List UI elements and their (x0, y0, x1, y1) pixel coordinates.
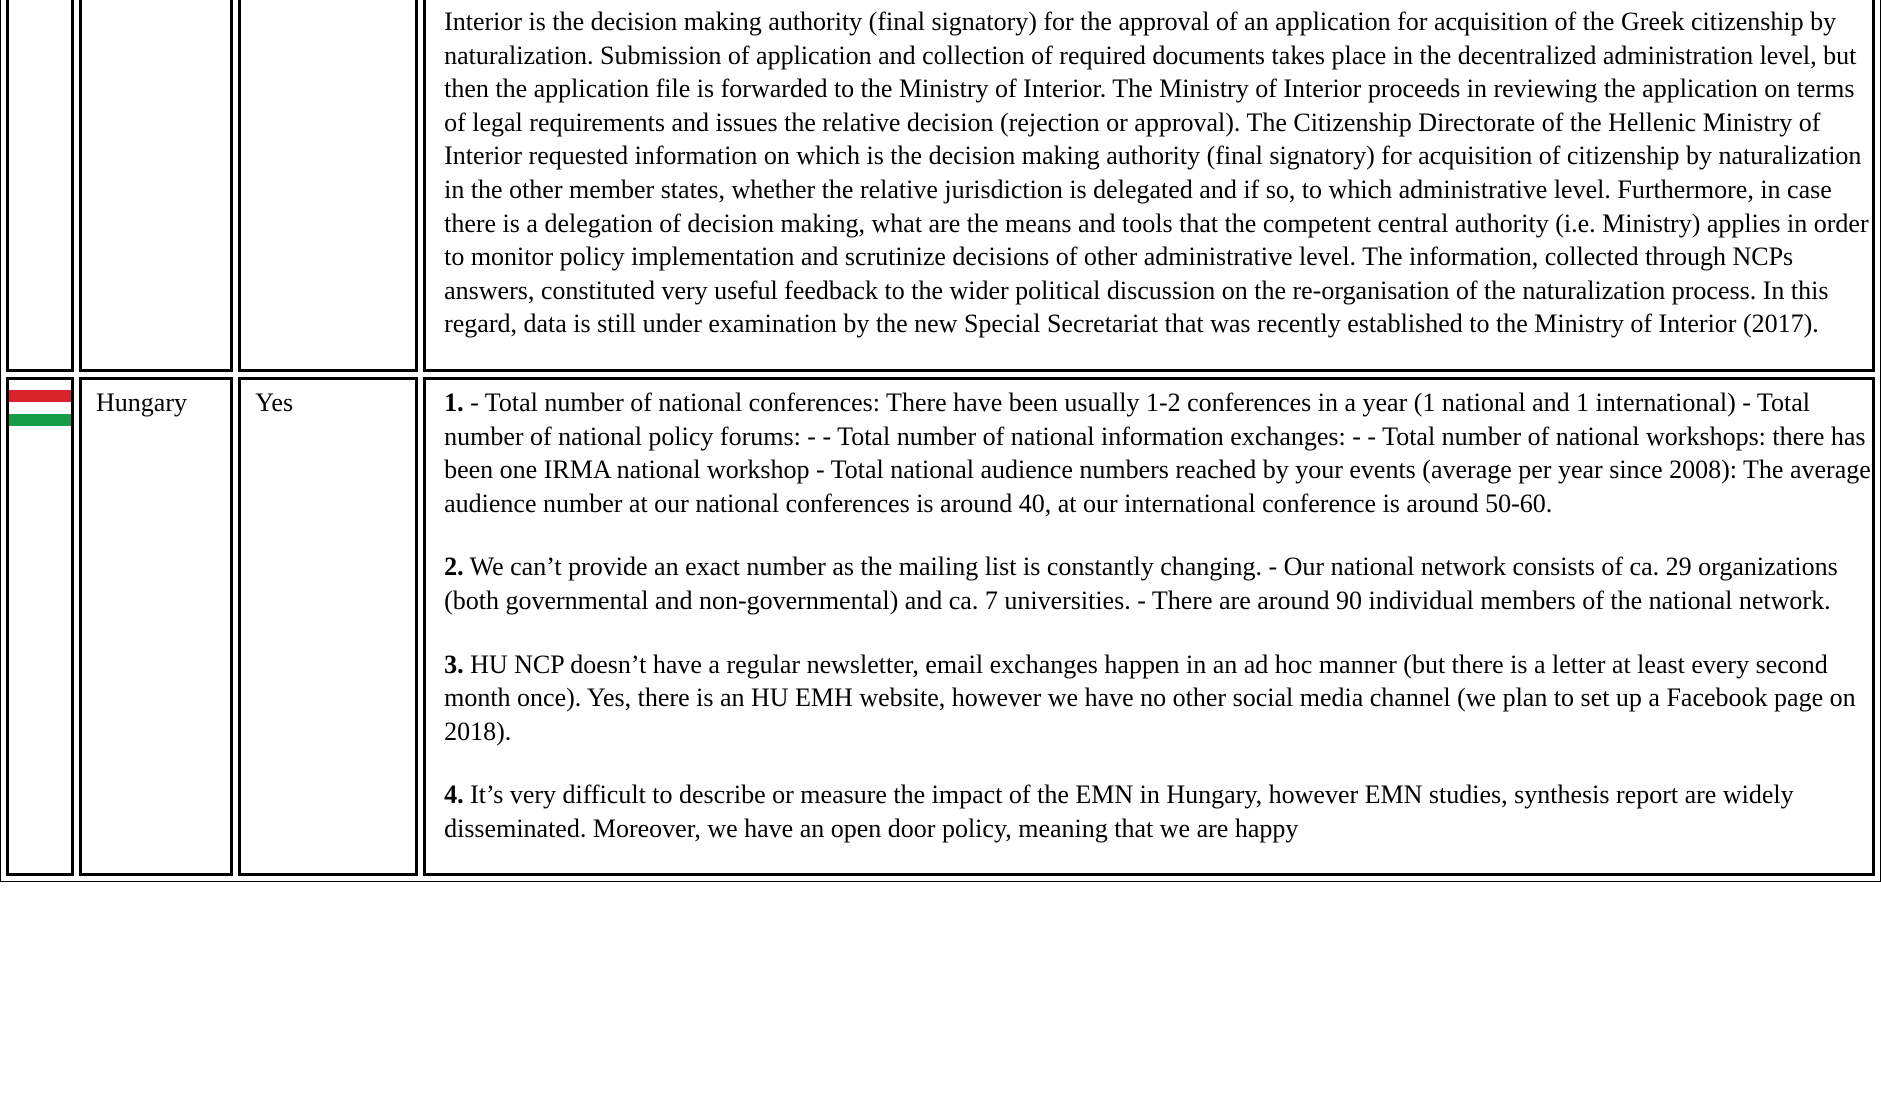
flag-cell (6, 0, 74, 372)
country-cell (79, 377, 233, 877)
answer-cell (238, 377, 418, 877)
item-number: 3. (444, 649, 464, 679)
item-text: It’s very difficult to describe or measure the impact of the EMN in Hungary, however EMN studies, synthesis report are widely disseminated. Moreover, we have an open door policy, meaning that we are happy (444, 780, 1794, 843)
table-row (6, 0, 1875, 372)
item-number: 4. (444, 780, 464, 810)
response-item-1 (444, 386, 1872, 520)
response-item-3 (444, 648, 1872, 749)
table-row (6, 377, 1875, 877)
response-item-4 (444, 778, 1872, 845)
country-name: Hungary (96, 387, 187, 417)
item-number: 2. (444, 552, 464, 582)
answer-cell (238, 0, 418, 372)
response-text-cell (423, 0, 1875, 372)
flag-stripe-green (9, 414, 71, 426)
response-text-cell (423, 377, 1875, 877)
item-text: HU NCP doesn’t have a regular newsletter, email exchanges happen in an ad hoc manner (but there is a letter at least every second month once). Yes, there is an HU EMH website, however we have no other social media channel (we plan to set up a Facebook page on 2018). (444, 649, 1856, 746)
item-text: - Total number of national conferences: There have been usually 1-2 conferences in a year (1 national and 1 international) - Total number of national policy forums: - - Total number of national information exchanges: - - Total number of national workshops: there has been one IRMA national workshop - Total national audience numbers reached by your events (average per year since 2008): The average audience number at our national conferences is around 40, at our international conference is around 50-60. (444, 387, 1871, 518)
item-number: 1. (444, 387, 464, 417)
item-text: We can’t provide an exact number as the mailing list is constantly changing. - Our national network consists of ca. 29 organizations (both governmental and non-governmental) and ca. 7 universities. - There are around 90 individual members of the national network. (444, 552, 1838, 615)
hungary-flag-icon (9, 390, 71, 426)
flag-stripe-white (9, 402, 71, 414)
flag-cell (6, 377, 74, 877)
country-cell (79, 0, 233, 372)
response-paragraph: Interior is the decision making authority (final signatory) for the approval of an application for acquisition of the Greek citizenship by naturalization. Submission of application and collection of required documents takes place in the decentralized administration level, but then the application file is forwarded to the Ministry of Interior. The Ministry of Interior proceeds in reviewing the application on terms of legal requirements and issues the relative decision (rejection or approval). The Citizenship Directorate of the Hellenic Ministry of Interior requested information on which is the decision making authority (final signatory) for acquisition of citizenship by naturalization in the other member states, whether the relative jurisdiction is delegated and if so, to which administrative level. Furthermore, in case there is a delegation of decision making, what are the means and tools that the competent central authority (i.e. Ministry) applies in order to monitor policy implementation and scrutinize decisions of other administrative level. The information, collected through NCPs answers, constituted very useful feedback to the wider political discussion on the re-organisation of the naturalization process. In this regard, data is still under examination by the new Special Secretariat that was recently established to the Ministry of Interior (2017). (444, 7, 1869, 339)
flag-stripe-red (9, 390, 71, 402)
answer-value: Yes (255, 387, 294, 417)
response-item-2 (444, 550, 1872, 617)
